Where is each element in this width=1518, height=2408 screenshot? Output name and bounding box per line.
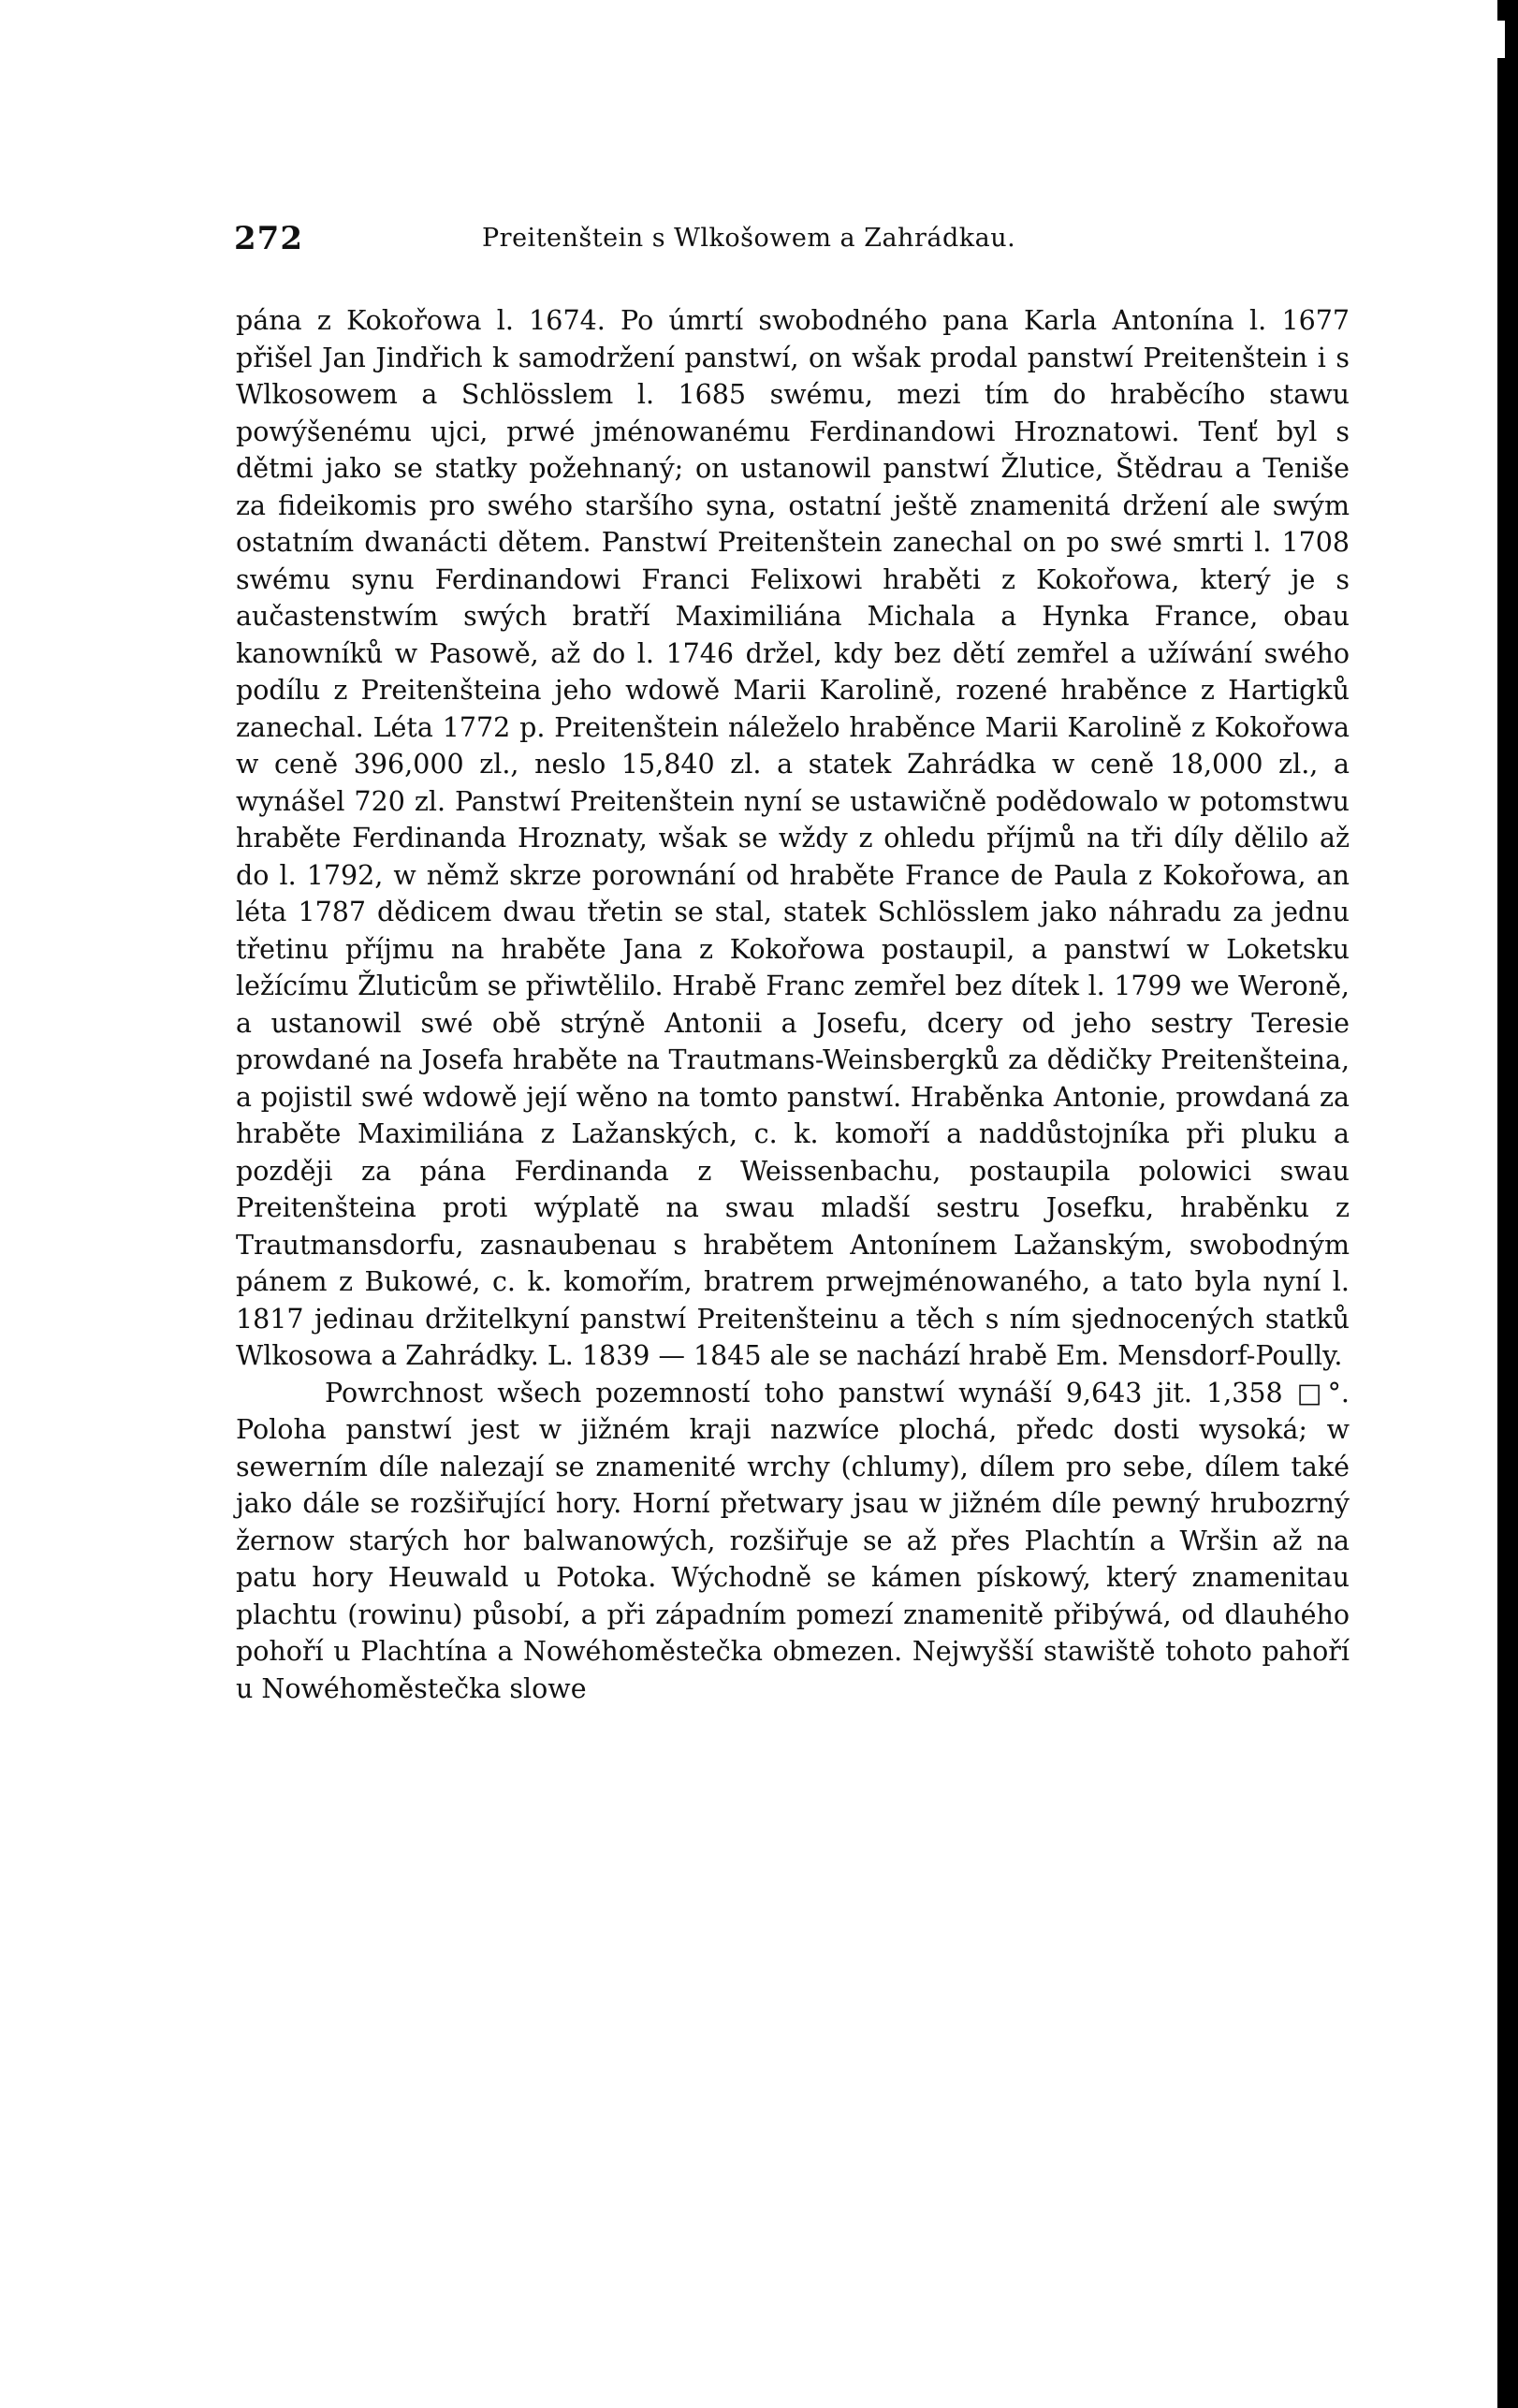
body-text bbox=[236, 302, 1350, 1707]
scan-edge-mark bbox=[1497, 21, 1505, 58]
page-number: 272 bbox=[234, 220, 303, 257]
page-header bbox=[234, 220, 1352, 261]
running-title: Preitenštein s Wlkošowem a Zahrádkau. bbox=[482, 224, 1016, 253]
paragraph-2: Powrchnost wšech pozemností toho panstwí wynáší 9,643 jit. 1,358 □°. Poloha panstwí jest w jižném kraji nazwíce plochá, předc dosti wysoká; w sewerním díle nalezají se znamenité wrchy (chlumy), dílem pro sebe, dílem také jako dále se rozšiřující hory. Horní přetwary jsau w jižném díle pewný hrubozrný žernow starých hor balwanowých, rozšiřuje se až přes Plachtín a Wršin až na patu hory Heuwald u Potoka. Wýchodně se kámen pískowý, který znamenitau plachtu (rowinu) působí, a při západním pomezí znamenitě přibýwá, od dlauhého pohoří u Plachtína a Nowéhoměstečka obmezen. Nejwyšší stawiště tohoto pahoří u Nowéhoměstečka slowe bbox=[236, 1377, 1350, 1704]
paragraph-1: pána z Kokořowa l. 1674. Po úmrtí swobodného pana Karla Antonína l. 1677 přišel Jan Jindřich k samodržení panstwí, on wšak prodal panstwí Preitenštein i s Wlkosowem a Schlösslem l. 1685 swému, mezi tím do hraběcího stawu powýšenému ujci, prwé jménowanému Ferdinandowi Hroznatowi. Tenť byl s dětmi jako se statky požehnaný; on ustanowil panstwí Žlutice, Štědrau a Teniše za fideikomis pro swého staršího syna, ostatní ještě znamenitá držení ale swým ostatním dwanácti dětem. Panstwí Preitenštein zanechal on po swé smrti l. 1708 swému synu Ferdinandowi Franci Felixowi hraběti z Kokořowa, který je s aučastenstwím swých bratří Maximiliána Michala a Hynka France, obau kanowníků w Pasowě, až do l. 1746 držel, kdy bez dětí zemřel a užíwání swého podílu z Preitenšteina jeho wdowě Marii Karolině, rozené hraběnce z Hartigků zanechal. Léta 1772 p. Preitenštein náleželo hraběnce Marii Karolině z Kokořowa w ceně 396,000 zl., neslo 15,840 zl. a statek Zahrádka w ceně 18,000 zl., a wynášel 720 zl. Panstwí Preitenštein nyní se ustawičně podědowalo w potomstwu hraběte Ferdinanda Hroznaty, wšak se wždy z ohledu příjmů na tři díly dělilo až do l. 1792, w němž skrze porownání od hraběte France de Paula z Kokořowa, an léta 1787 dědicem dwau třetin se stal, statek Schlösslem jako náhradu za jednu třetinu příjmu na hraběte Jana z Kokořowa postaupil, a panstwí w Loketsku ležícímu Žluticům se přiwtělilo. Hrabě Franc zemřel bez dítek l. 1799 we Weroně, a ustanowil swé obě strýně Antonii a Josefu, dcery od jeho sestry Teresie prowdané na Josefa hraběte na Trautmans-Weinsbergků za dědičky Preitenšteina, a pojistil swé wdowě její wěno na tomto panstwí. Hraběnka Antonie, prowdaná za hraběte Maximiliána z Lažanských, c. k. komoří a naddůstojníka při pluku a později za pána Ferdinanda z Weissenbachu, postaupila polowici swau Preitenšteina proti wýplatě na swau mladší sestru Josefku, hraběnku z Trautmansdorfu, zasnaubenau s hrabětem Antonínem Lažanským, swobodným pánem z Bukowé, c. k. komořím, bratrem prwejménowaného, a tato byla nyní l. 1817 jedinau držitelkyní panstwí Preitenšteinu a těch s ním sjednocených statků Wlkosowa a Zahrádky. L. 1839 — 1845 ale se nachází hrabě Em. Mensdorf-Poully. bbox=[236, 305, 1350, 1371]
scan-border bbox=[1497, 0, 1518, 2408]
